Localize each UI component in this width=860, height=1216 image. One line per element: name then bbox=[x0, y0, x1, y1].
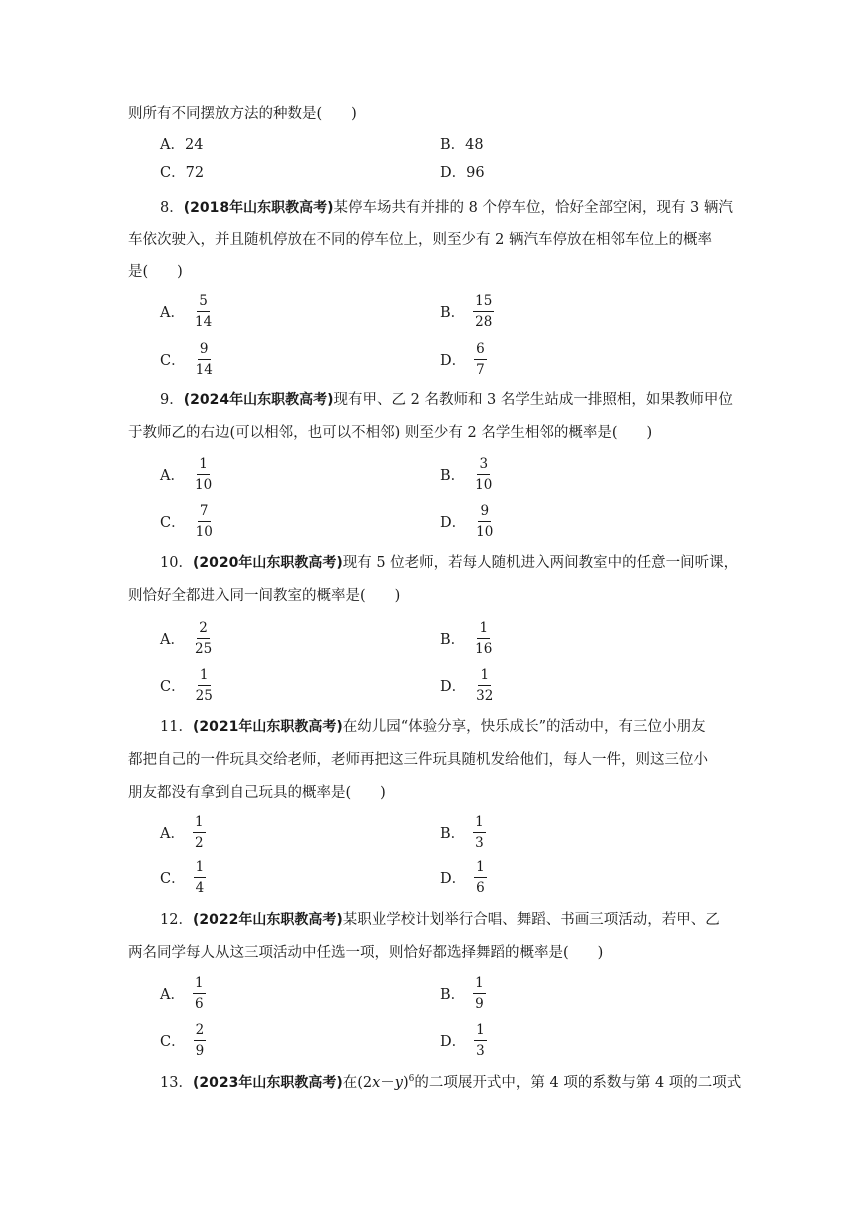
denominator: 25 bbox=[195, 688, 213, 704]
q10-stem-line2: 则恰好全都进入同一间教室的概率是( ) bbox=[128, 588, 401, 604]
numerator: 1 bbox=[473, 813, 486, 833]
denominator: 14 bbox=[195, 362, 213, 378]
fraction bbox=[473, 974, 486, 1013]
q12-option-c[interactable] bbox=[160, 1021, 206, 1060]
denominator: 9 bbox=[475, 996, 484, 1012]
option-label: A． bbox=[160, 468, 185, 484]
question-source: (2018年山东职教高考) bbox=[183, 200, 334, 216]
fraction bbox=[473, 813, 486, 852]
exponent: 6 bbox=[408, 1074, 415, 1085]
stem-text: 现有甲、乙 2 名教师和 3 名学生站成一排照相，如果教师甲位 bbox=[333, 392, 733, 408]
numerator: 5 bbox=[197, 292, 210, 312]
fraction bbox=[474, 858, 487, 897]
option-label: C． bbox=[160, 679, 186, 695]
denominator: 6 bbox=[194, 996, 204, 1012]
q10-option-c[interactable] bbox=[160, 666, 215, 705]
fraction bbox=[473, 292, 494, 331]
denominator: 2 bbox=[194, 835, 204, 851]
fraction bbox=[194, 502, 215, 541]
denominator: 4 bbox=[195, 880, 205, 896]
q11-option-d[interactable] bbox=[440, 858, 487, 897]
option-label: C． bbox=[160, 353, 186, 369]
fraction bbox=[194, 858, 207, 897]
denominator: 16 bbox=[475, 641, 493, 657]
option-label: D． bbox=[440, 515, 467, 531]
fraction bbox=[194, 1021, 207, 1060]
denominator: 10 bbox=[194, 477, 213, 493]
stem-text: 某停车场共有并排的 8 个停车位，恰好全部空闲，现有 3 辆汽 bbox=[333, 200, 733, 216]
option-text: 96 bbox=[466, 165, 485, 181]
question-number: 8． bbox=[160, 200, 184, 216]
q8-stem-line3: 是( ) bbox=[128, 264, 183, 280]
question-number: 9． bbox=[160, 392, 184, 408]
q11-stem-line3: 朋友都没有拿到自己玩具的概率是( ) bbox=[128, 785, 386, 801]
denominator: 28 bbox=[475, 314, 493, 330]
option-label: D． bbox=[440, 871, 467, 887]
math-variable: x bbox=[372, 1075, 381, 1091]
stem-text: ) bbox=[403, 1075, 409, 1091]
numerator: 9 bbox=[478, 502, 491, 522]
option-label: C． bbox=[160, 165, 186, 181]
numerator: 1 bbox=[474, 1021, 487, 1041]
option-label: B． bbox=[440, 632, 466, 648]
q7-continuation: 则所有不同摆放方法的种数是( ) bbox=[128, 106, 357, 122]
denominator: 10 bbox=[195, 524, 213, 540]
denominator: 10 bbox=[476, 524, 494, 540]
numerator: 6 bbox=[474, 340, 487, 360]
q9-option-b[interactable] bbox=[440, 455, 494, 494]
numerator: 1 bbox=[197, 455, 210, 475]
q9-option-a[interactable] bbox=[160, 455, 214, 494]
q8-option-a[interactable] bbox=[160, 292, 214, 331]
option-label: B． bbox=[440, 305, 466, 321]
stem-text: 现有 5 位老师，若每人随机进入两间教室中的任意一间听课， bbox=[342, 555, 739, 571]
q10-stem-line1 bbox=[160, 553, 738, 573]
denominator: 9 bbox=[195, 1043, 205, 1059]
option-label: A． bbox=[160, 632, 185, 648]
option-label: A． bbox=[160, 305, 185, 321]
q9-option-c[interactable] bbox=[160, 502, 215, 541]
numerator: 1 bbox=[477, 619, 490, 639]
question-number: 13． bbox=[160, 1075, 193, 1091]
fraction bbox=[194, 340, 215, 379]
q8-stem-line2: 车依次驶入，并且随机停放在不同的停车位上，则至少有 2 辆汽车停放在相邻车位上的概率 bbox=[128, 232, 712, 248]
question-source: (2022年山东职教高考) bbox=[192, 912, 343, 928]
q8-option-c[interactable] bbox=[160, 340, 215, 379]
q11-stem-line1 bbox=[160, 717, 706, 737]
q11-option-b[interactable] bbox=[440, 813, 486, 852]
fraction bbox=[473, 455, 494, 494]
q8-stem-line1 bbox=[160, 198, 733, 218]
stem-text: 某职业学校计划举行合唱、舞蹈、书画三项活动，若甲、乙 bbox=[342, 912, 720, 928]
numerator: 1 bbox=[474, 858, 487, 878]
option-label: B． bbox=[440, 468, 466, 484]
q8-option-d[interactable] bbox=[440, 340, 487, 379]
denominator: 3 bbox=[476, 1043, 485, 1059]
option-text: 24 bbox=[184, 137, 204, 153]
fraction bbox=[474, 666, 495, 705]
option-text: 72 bbox=[185, 165, 205, 181]
fraction bbox=[193, 455, 214, 494]
q9-option-d[interactable] bbox=[440, 502, 495, 541]
numerator: 1 bbox=[193, 974, 206, 994]
fraction bbox=[193, 292, 214, 331]
fraction bbox=[474, 502, 495, 541]
q10-option-d[interactable] bbox=[440, 666, 495, 705]
numerator: 1 bbox=[478, 666, 491, 686]
q8-option-b[interactable] bbox=[440, 292, 494, 331]
numerator: 1 bbox=[193, 813, 206, 833]
q11-option-c[interactable] bbox=[160, 858, 206, 897]
q12-stem-line2: 两名同学每人从这三项活动中任选一项，则恰好都选择舞蹈的概率是( ) bbox=[128, 945, 604, 961]
q10-option-b[interactable] bbox=[440, 619, 494, 658]
q12-option-a[interactable] bbox=[160, 974, 206, 1013]
q7-option-d[interactable] bbox=[440, 163, 485, 183]
fraction bbox=[193, 813, 206, 852]
option-label: D． bbox=[440, 1034, 467, 1050]
option-text: 48 bbox=[465, 137, 484, 153]
numerator: 9 bbox=[198, 340, 211, 360]
fraction bbox=[474, 1021, 487, 1060]
question-source: (2021年山东职教高考) bbox=[192, 719, 343, 735]
q11-stem-line2: 都把自己的一件玩具交给老师，老师再把这三件玩具随机发给他们，每人一件，则这三位小 bbox=[128, 752, 708, 768]
option-label: C． bbox=[160, 515, 186, 531]
question-source: (2024年山东职教高考) bbox=[183, 392, 334, 408]
numerator: 1 bbox=[198, 666, 211, 686]
q7-option-b[interactable] bbox=[440, 135, 484, 155]
option-label: A． bbox=[160, 137, 185, 153]
numerator: 1 bbox=[194, 858, 207, 878]
question-source: (2020年山东职教高考) bbox=[192, 555, 343, 571]
stem-text: 在幼儿园“体验分享，快乐成长”的活动中，有三位小朋友 bbox=[342, 719, 706, 735]
option-label: D． bbox=[440, 679, 467, 695]
q9-stem-line2: 于教师乙的右边(可以相邻，也可以不相邻) 则至少有 2 名学生相邻的概率是( ) bbox=[128, 425, 653, 441]
numerator: 15 bbox=[473, 292, 494, 312]
fraction bbox=[194, 666, 215, 705]
q13-stem-line1 bbox=[160, 1073, 741, 1093]
option-label: C． bbox=[160, 1034, 186, 1050]
numerator: 7 bbox=[198, 502, 211, 522]
option-label: D． bbox=[440, 353, 467, 369]
option-label: B． bbox=[440, 826, 466, 842]
denominator: 7 bbox=[476, 362, 485, 378]
denominator: 6 bbox=[476, 880, 485, 896]
denominator: 32 bbox=[476, 688, 494, 704]
option-label: C． bbox=[160, 871, 186, 887]
q11-option-a[interactable] bbox=[160, 813, 206, 852]
denominator: 10 bbox=[475, 477, 493, 493]
stem-text: 的二项展开式中，第 4 项的系数与第 4 项的二项式 bbox=[414, 1075, 742, 1091]
q12-option-d[interactable] bbox=[440, 1021, 487, 1060]
q7-option-c[interactable] bbox=[160, 163, 204, 183]
option-label: D． bbox=[440, 165, 467, 181]
numerator: 2 bbox=[194, 1021, 207, 1041]
q12-option-b[interactable] bbox=[440, 974, 486, 1013]
q10-option-a[interactable] bbox=[160, 619, 214, 658]
q9-stem-line1 bbox=[160, 390, 733, 410]
denominator: 3 bbox=[475, 835, 484, 851]
question-number: 11． bbox=[160, 719, 193, 735]
numerator: 2 bbox=[197, 619, 210, 639]
denominator: 25 bbox=[194, 641, 213, 657]
fraction bbox=[474, 340, 487, 379]
denominator: 14 bbox=[194, 314, 213, 330]
numerator: 1 bbox=[473, 974, 486, 994]
question-source: (2023年山东职教高考) bbox=[192, 1075, 343, 1091]
fraction bbox=[193, 619, 214, 658]
math-variable: y bbox=[394, 1075, 403, 1091]
q7-option-a[interactable] bbox=[160, 135, 203, 155]
math-operator: － bbox=[380, 1075, 395, 1091]
option-label: A． bbox=[160, 987, 185, 1003]
question-number: 10． bbox=[160, 555, 193, 571]
option-label: B． bbox=[440, 987, 466, 1003]
option-label: B． bbox=[440, 137, 466, 153]
q12-stem-line1 bbox=[160, 910, 720, 930]
numerator: 3 bbox=[477, 455, 490, 475]
question-number: 12． bbox=[160, 912, 193, 928]
fraction bbox=[193, 974, 206, 1013]
stem-text: 在(2 bbox=[342, 1075, 373, 1091]
fraction bbox=[473, 619, 494, 658]
option-label: A． bbox=[160, 826, 185, 842]
